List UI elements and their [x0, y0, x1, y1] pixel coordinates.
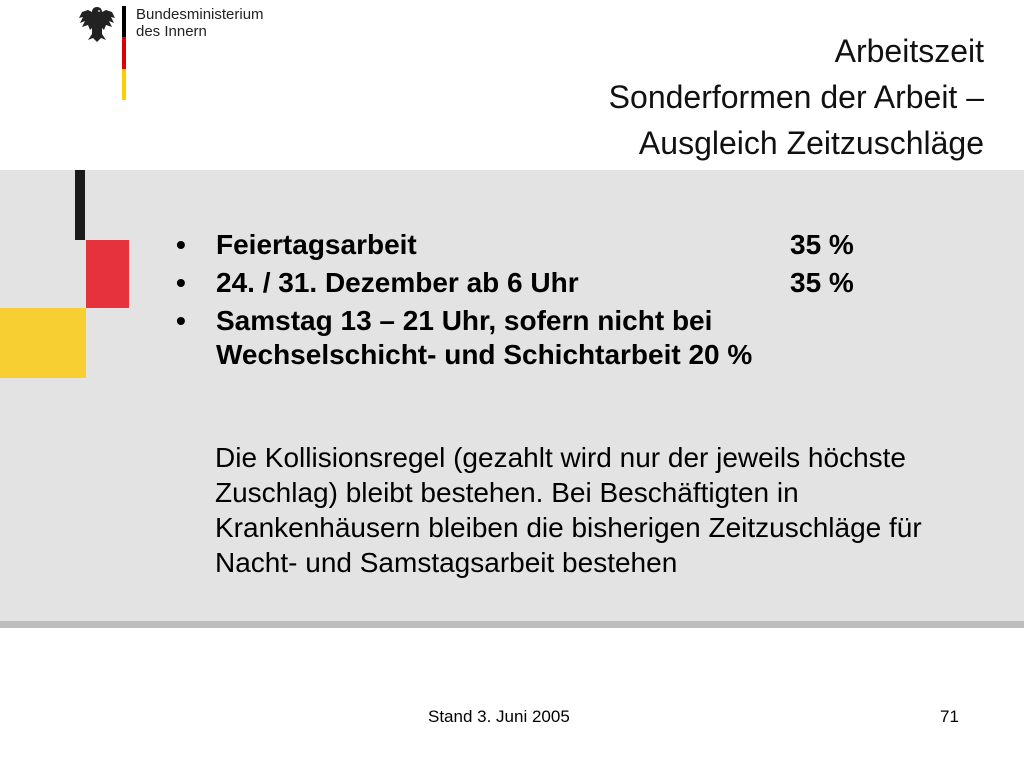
- federal-eagle-icon: [78, 4, 116, 44]
- bullet-dot: •: [176, 267, 186, 298]
- bullet-label: Feiertagsarbeit: [216, 229, 417, 260]
- ministry-line-2: des Innern: [136, 23, 207, 40]
- page-number: 71: [940, 707, 959, 726]
- flag-black: [122, 6, 126, 37]
- title-line-1: Arbeitszeit: [834, 33, 984, 69]
- bullet-line-2: Wechselschicht- und Schichtarbeit 20 %: [216, 339, 753, 370]
- flag-bar: [122, 6, 126, 100]
- collision-rule-paragraph: Die Kollisionsregel (gezahlt wird nur der jeweils höchste Zuschlag) bleibt bestehen. Bei Beschäftigten in Krankenhäusern bleiben die bisherigen Zeitzuschläge für Nacht- und Samstagsarbeit bestehen: [215, 442, 922, 578]
- title-line-2: Sonderformen der Arbeit –: [608, 79, 984, 115]
- bullet-line-1: Samstag 13 – 21 Uhr, sofern nicht bei: [216, 305, 713, 336]
- bullet-item: [176, 228, 936, 262]
- decor-block-black: [75, 170, 85, 240]
- bullet-item: [176, 266, 936, 300]
- bullet-list: [176, 228, 936, 376]
- ministry-name: [136, 6, 264, 40]
- bullet-dot: •: [176, 229, 186, 260]
- bullet-dot: •: [176, 305, 186, 336]
- title-line-3: Ausgleich Zeitzuschläge: [638, 125, 984, 161]
- bullet-label: 24. / 31. Dezember ab 6 Uhr: [216, 267, 579, 298]
- decor-block-yellow: [0, 308, 86, 378]
- slide-title: [609, 28, 984, 166]
- ministry-line-1: Bundesministerium: [136, 6, 264, 23]
- bullet-value: 35 %: [790, 267, 854, 298]
- flag-gold: [122, 69, 126, 100]
- footer-date: Stand 3. Juni 2005: [428, 707, 570, 726]
- decor-block-red: [86, 240, 129, 308]
- flag-red: [122, 37, 126, 68]
- band-bottom-border: [0, 621, 1024, 628]
- bullet-item: [176, 304, 936, 372]
- ministry-logo: [78, 4, 298, 100]
- bullet-value: 35 %: [790, 229, 854, 260]
